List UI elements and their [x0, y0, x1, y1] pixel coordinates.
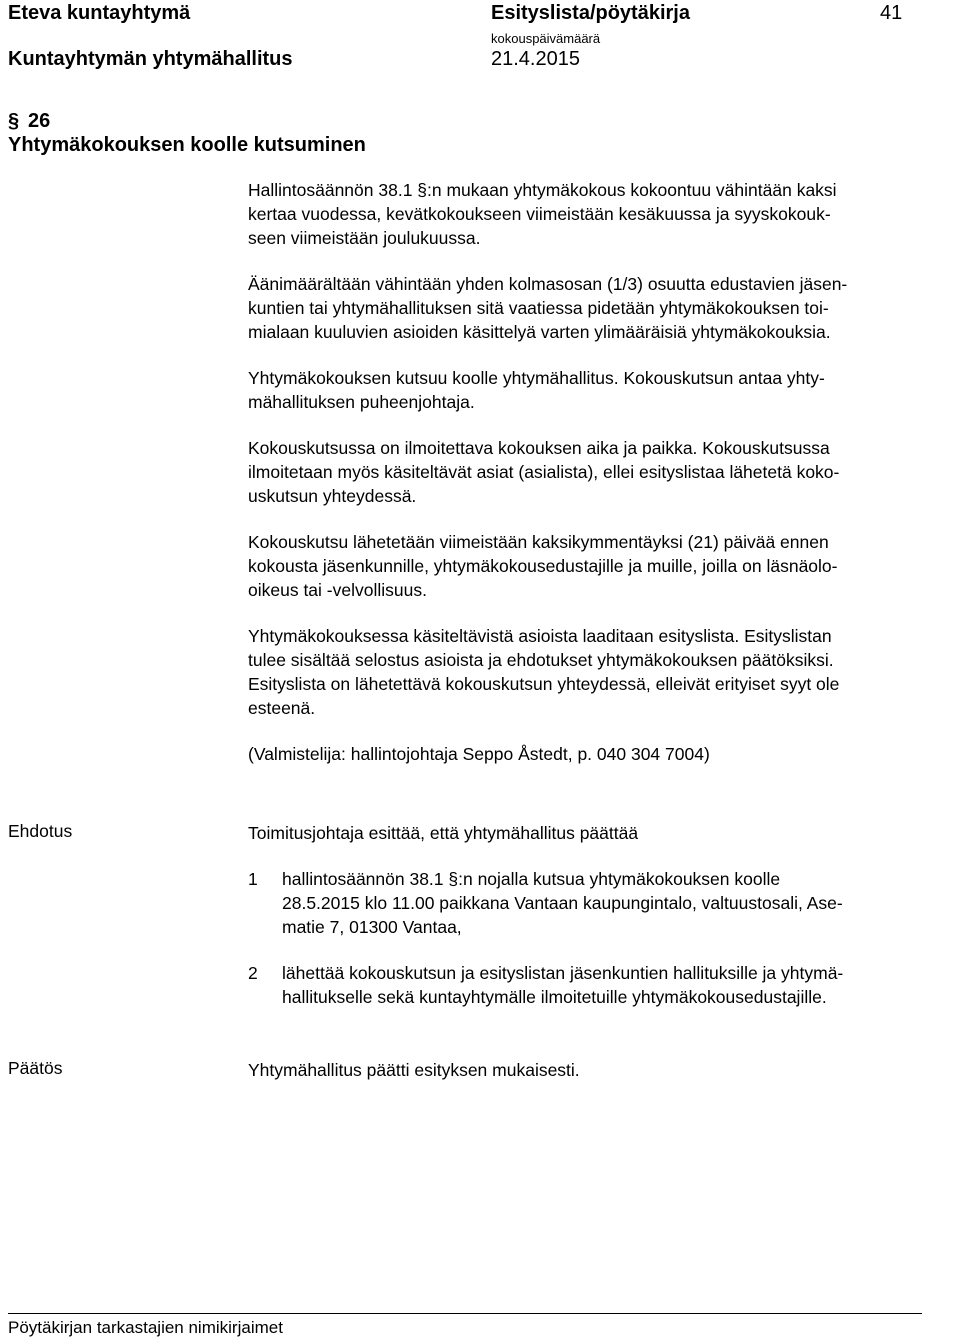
paragraph: Yhtymäkokouksen kutsuu koolle yhtymähallitus. Kokouskutsun antaa yhty- mähallituksen puheenjohtaja.: [248, 368, 825, 412]
proposal-item: 2 lähettää kokouskutsun ja esityslistan jäsenkuntien hallituksille ja yhtymä- hallitukselle sekä kuntayhtymälle ilmoitetuille yhtymäkokousedustajille.: [248, 963, 844, 1007]
section-body: [248, 178, 948, 788]
preparer-note: (Valmistelija: hallintojohtaja Seppo Åstedt, p. 040 304 7004): [248, 744, 710, 764]
meeting-date: 21.4.2015: [491, 48, 580, 70]
page-number: 41: [880, 2, 903, 24]
decision-label: Päätös: [8, 1058, 63, 1078]
paragraph: Hallintosäännön 38.1 §:n mukaan yhtymäkokous kokoontuu vähintään kaksi kertaa vuodessa, kevätkokoukseen viimeistään kesäkuussa ja syyskokouk- seen viimeistään joulukuussa.: [248, 180, 837, 248]
paragraph: Kokouskutsussa on ilmoitettava kokouksen aika ja paikka. Kokouskutsussa ilmoitetaan myös käsiteltävät asiat (asialista), ellei esityslistaa lähetetä koko- uskutsun yhteydessä.: [248, 438, 840, 506]
proposal-body: [248, 821, 948, 1031]
date-label: kokouspäivämäärä: [491, 31, 601, 46]
proposal-item-number: 2: [248, 963, 258, 983]
decision-text: Yhtymähallitus päätti esityksen mukaisesti.: [248, 1060, 580, 1080]
section-number: 26: [28, 110, 51, 132]
body-name: Kuntayhtymän yhtymähallitus: [8, 48, 293, 70]
org-name: Eteva kuntayhtymä: [8, 2, 191, 24]
proposal-item: 1 hallintosäännön 38.1 §:n nojalla kutsua yhtymäkokouksen koolle 28.5.2015 klo 11.00 paikkana Vantaan kaupungintalo, valtuustosali, Ase- matie 7, 01300 Vantaa,: [248, 869, 843, 937]
section-title: Yhtymäkokouksen koolle kutsuminen: [8, 134, 366, 156]
proposal-intro: Toimitusjohtaja esittää, että yhtymähallitus päättää: [248, 823, 639, 843]
section-sign-icon: §: [8, 110, 20, 132]
document-type: Esityslista/pöytäkirja: [491, 2, 690, 24]
footer-text: Pöytäkirjan tarkastajien nimikirjaimet: [8, 1318, 283, 1337]
proposal-item-number: 1: [248, 869, 258, 889]
proposal-label: Ehdotus: [8, 821, 73, 841]
paragraph: Yhtymäkokouksessa käsiteltävistä asioista laaditaan esityslista. Esityslistan tulee sisältää selostus asioista ja ehdotukset yhtymäkokouksen päätöksiksi. Esityslista on lähetettävä kokouskutsun yhteydessä, elleivät erityiset syyt ole esteenä.: [248, 626, 840, 718]
paragraph: Äänimäärältään vähintään yhden kolmasosan (1/3) osuutta edustavien jäsen- kuntien tai yhtymähallituksen sitä vaatiessa pidetään yhtymäkokouksen toi- mialaan kuuluvien asioiden käsittelyä varten ylimääräisiä yhtymäkokouksia.: [248, 274, 848, 342]
paragraph: Kokouskutsu lähetetään viimeistään kaksikymmentäyksi (21) päivää ennen kokousta jäsenkunnille, yhtymäkokousedustajille ja muille, joilla on läsnäolo- oikeus tai -velvollisuus.: [248, 532, 838, 600]
footer-divider: [8, 1313, 922, 1314]
